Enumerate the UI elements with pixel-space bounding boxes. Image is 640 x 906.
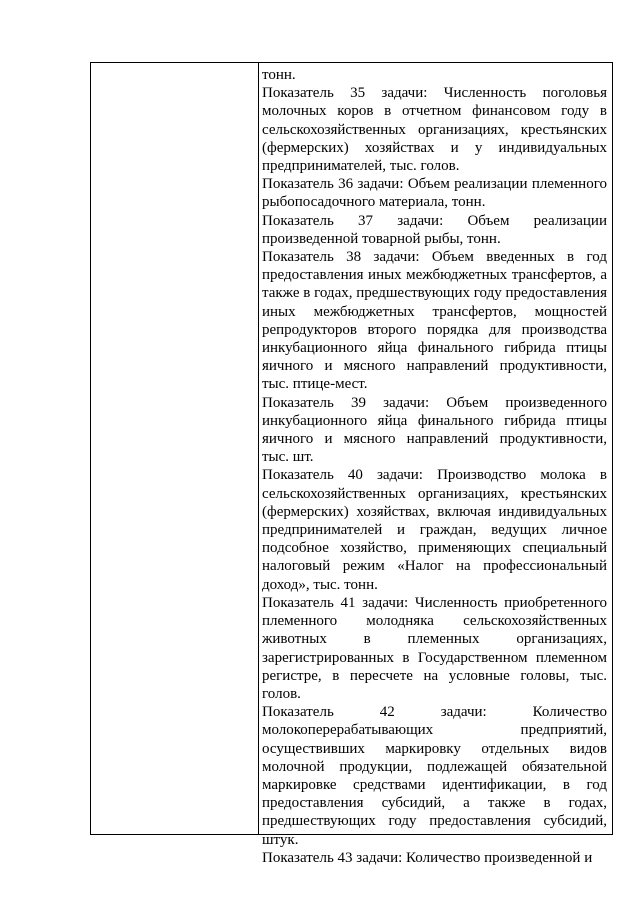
paragraph-indicator-41: Показатель 41 задачи: Численность приобретенного племенного молодняка сельскохозяйственных животных в племенных организациях, зарегистрированных в Государственном племенном регистре, в пересчете на условные головы, тыс. голов. xyxy=(262,594,607,702)
paragraph-indicator-43: Показатель 43 задачи: Количество произведенной и xyxy=(262,849,593,866)
paragraph-continuation: тонн. xyxy=(262,67,296,83)
paragraph-indicator-35: Показатель 35 задачи: Численность поголовья молочных коров в отчетном финансовом году в сельскохозяйственных организациях, крестьянских (фермерских) хозяйствах и у индивидуальных предпринимателей, тыс. голов. xyxy=(262,85,607,175)
table-right-column xyxy=(259,63,612,866)
paragraph-indicator-36: Показатель 36 задачи: Объем реализации племенного рыбопосадочного материала, тонн. xyxy=(262,176,607,211)
paragraph-indicator-40: Показатель 40 задачи: Производство молока в сельскохозяйственных организациях, крестьянских (фермерских) хозяйствах, включая индивидуальных предпринимателей и граждан, ведущих личное подсобное хозяйство, применяющих специальный налоговый режим «Налог на профессиональный доход», тыс. тонн. xyxy=(262,467,607,593)
table-left-column xyxy=(91,63,259,834)
document-table xyxy=(90,62,613,866)
paragraph-indicator-39: Показатель 39 задачи: Объем произведенного инкубационного яйца финального гибрида птицы яичного и мясного направлений продуктивности, тыс. шт. xyxy=(262,394,607,466)
paragraph-indicator-37: Показатель 37 задачи: Объем реализации произведенной товарной рыбы, тонн. xyxy=(262,212,607,247)
paragraph-indicator-38: Показатель 38 задачи: Объем введенных в год предоставления иных межбюджетных трансфертов, а также в годах, предшествующих году предоставления иных межбюджетных трансфертов, мощностей репродукторов второго порядка для производства инкубационного яйца финального гибрида птицы яичного и мясного направлений продуктивности, тыс. птице-мест. xyxy=(262,249,607,393)
paragraph-indicator-42: Показатель 42 задачи: Количество молокоперерабатывающих предприятий, осуществивших маркировку отдельных видов молочной продукции, подлежащей обязательной маркировке средствами идентификации, в год предоставления субсидий, а также в годах, предшествующих году предоставления субсидий, штук. xyxy=(262,704,607,848)
